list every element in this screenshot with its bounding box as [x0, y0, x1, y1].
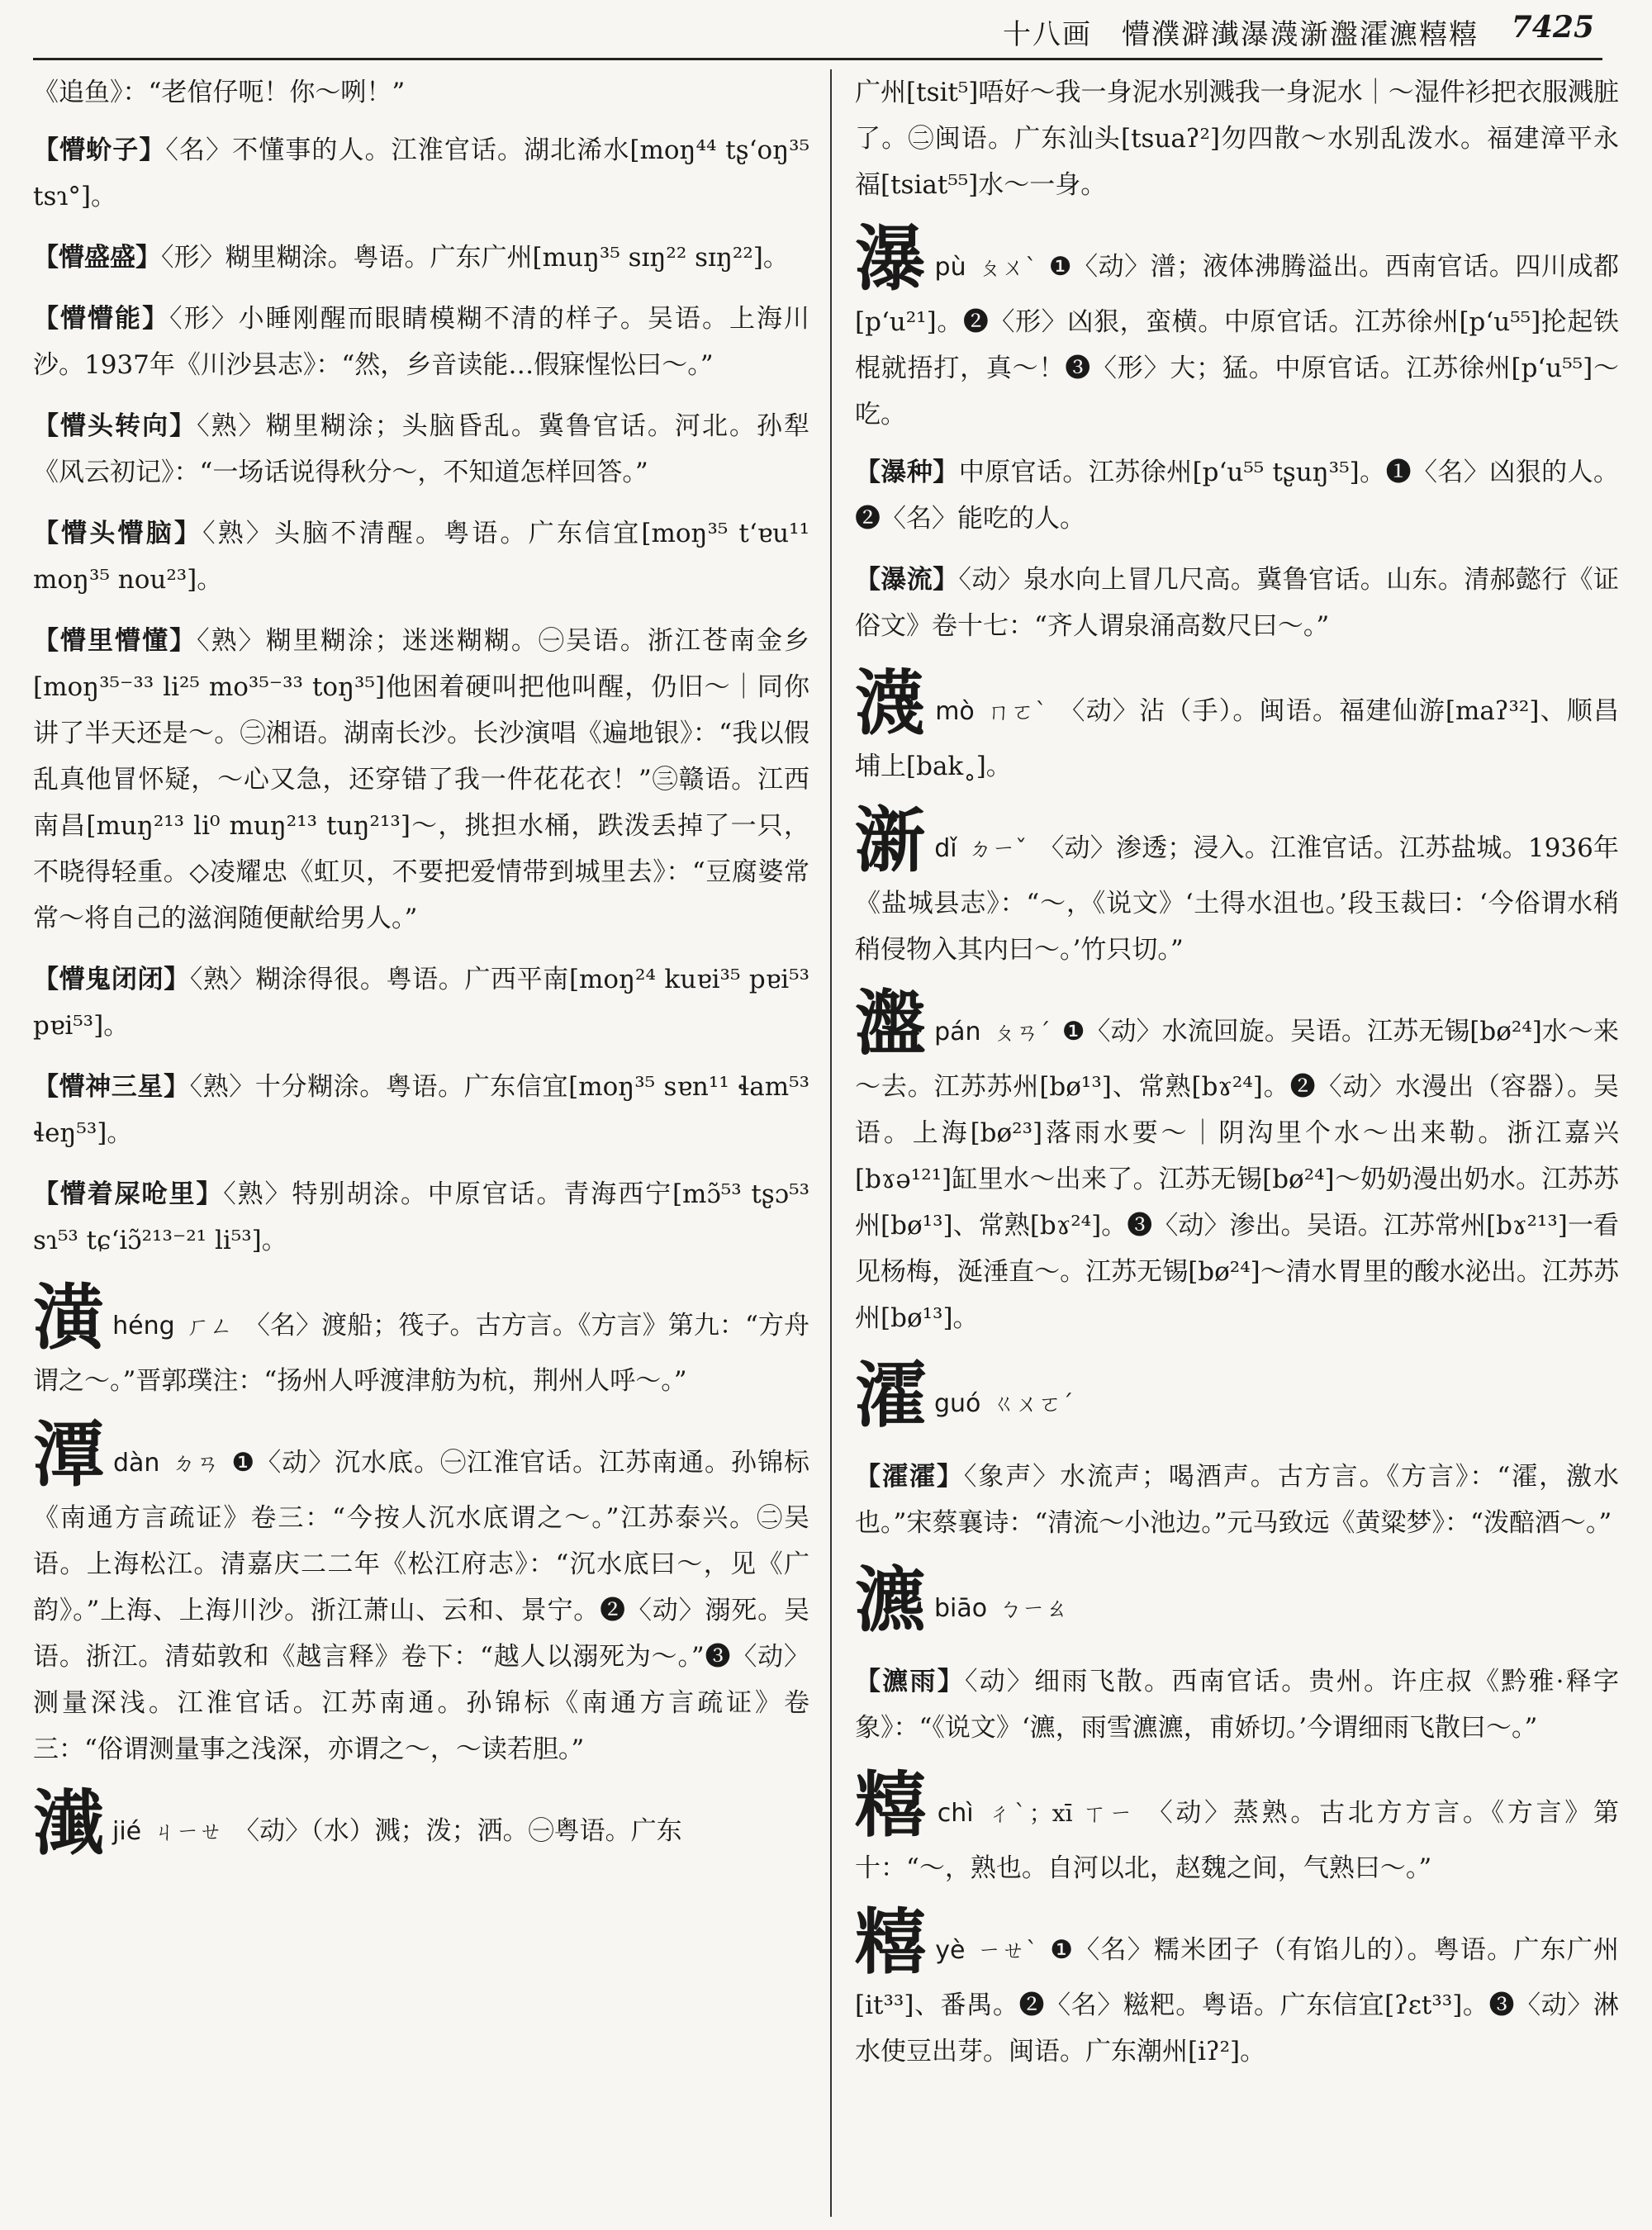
- entry-headword: 【懵鬼闭闭】: [33, 965, 190, 994]
- entry-definition: ❶〈动〉沉水底。㊀江淮官话。江苏南通。孙锦标《南通方言疏证》卷三：“今按人沉水底谓之～。”江苏泰兴。㊁吴语。上海松江。清嘉庆二二年《松江府志》：“沉水底曰～，见《广韵》。”上海、上海川沙。浙江萧山、云和、景宁。❷〈动〉溺死。吴语。浙江。清茹敦和《越言释》卷下：“越人以溺死为～。”❸〈动〉测量深浅。江淮官话。江苏南通。孙锦标《南通方言疏证》卷三：“俗谓测量事之浅深，亦谓之～，～读若胆。”: [33, 1448, 809, 1764]
- character-pinyin: mò: [935, 697, 975, 726]
- character-pinyin: dǐ: [934, 834, 957, 863]
- character-entry: [855, 1561, 1619, 1640]
- character-headword: 潢: [33, 1276, 105, 1359]
- character-headword: 瀎: [855, 662, 928, 745]
- character-entry: [855, 982, 1619, 1341]
- dictionary-entry: [33, 235, 809, 281]
- entry-definition: 〈动〉沾（手）。闽语。福建仙游[maʔ³²]、顺昌埔上[bak˳]。: [855, 696, 1619, 781]
- entry-headword: 【懵头懵脑】: [33, 519, 203, 548]
- continued-text: 广州[tsit⁵]唔好～我一身泥水别溅我一身泥水｜～湿件衫把衣服溅脏了。㊁闽语。广东汕头[tsuaʔ²]勿四散～水别乱泼水。福建漳平永福[tsiat⁵⁵]水～一身。: [855, 78, 1619, 200]
- entry-headword: 【懵盛盛】: [33, 243, 161, 273]
- character-zhuyin: ㄔˋ；xī ㄒㄧ: [985, 1800, 1136, 1827]
- entry-definition: 〈熟〉头脑不清醒。粤语。广东信宜[moŋ³⁵ t‘ɐu¹¹ moŋ³⁵ nou²³]。: [33, 519, 809, 595]
- entry-definition: 〈动〉细雨飞散。西南官话。贵州。许庄叔《黔雅·释字象》：“《说文》‘瀌，雨雪瀌瀌，甫娇切。’今谓细雨飞散曰～。”: [855, 1667, 1619, 1743]
- character-zhuyin: ㄇㄛˋ: [985, 698, 1048, 725]
- character-entry: [33, 1784, 809, 1863]
- entry-definition: 〈动〉渗透；浸入。江淮官话。江苏盐城。1936年《盐城县志》：“～，《说文》‘土得水沮也。’段玉裁曰：‘今俗谓水稍稍侵物入其内曰～。’竹只切。”: [855, 833, 1619, 965]
- character-headword: 澵: [855, 799, 927, 882]
- character-entry: [855, 664, 1619, 790]
- dictionary-entry: [33, 1171, 809, 1264]
- entry-definition: 〈熟〉糊里糊涂；迷迷糊糊。㊀吴语。浙江苍南金乡[moŋ³⁵⁻³³ li²⁵ mo³⁵⁻³³ toŋ³⁵]他困着硬叫把他叫醒，仍旧～｜同你讲了半天还是～。㊁湘语。湖南长沙。长沙演唱《遍地银》：“我以假乱真他冒怀疑，～心又急，还穿错了我一件花花衣！”㊂赣语。江西南昌[muŋ²¹³ li⁰ muŋ²¹³ tuŋ²¹³]～，挑担水桶，跌泼丢掉了一只，不晓得轻重。◇凌耀忠《虹贝，不要把爱情带到城里去》：“豆腐婆常常～将自己的滋润随便献给男人。”: [33, 626, 809, 933]
- dictionary-entry: [855, 1658, 1619, 1751]
- entry-headword: 【瀌雨】: [855, 1667, 965, 1696]
- page-header: [0, 0, 1652, 59]
- entry-headword: 【瀑流】: [855, 565, 959, 595]
- dictionary-entry: [855, 1454, 1619, 1546]
- character-entry: [33, 1413, 809, 1772]
- character-pinyin: chì: [937, 1799, 974, 1828]
- entry-headword: 【懵头转向】: [33, 411, 197, 441]
- entry-definition: 〈形〉小睡刚醒而眼睛模糊不清的样子。吴语。上海川沙。1937年《川沙县志》：“然，乡音读能…假寐惺忪曰～。”: [33, 304, 809, 380]
- column-divider: [830, 69, 832, 2217]
- character-zhuyin: ㄆㄢˊ: [992, 1018, 1051, 1046]
- entry-headword: 【懵蚧子】: [33, 135, 166, 165]
- character-headword: 潭: [33, 1413, 105, 1497]
- character-pinyin: yè: [935, 1936, 966, 1965]
- character-headword: 糦: [855, 1900, 928, 1984]
- character-zhuyin: ㄧㄝˋ: [976, 1937, 1039, 1964]
- entry-headword: 【懵神三星】: [33, 1072, 190, 1102]
- character-headword: 瀌: [855, 1559, 926, 1642]
- dictionary-entry: [855, 557, 1619, 649]
- character-pinyin: guó: [934, 1389, 981, 1418]
- header-title: 十八画 懵濮澼瀐瀑瀎澵瀊瀖瀌糦糦: [1003, 18, 1479, 51]
- character-pinyin: pù: [934, 253, 966, 282]
- character-zhuyin: ㄐㄧㄝ: [153, 1818, 223, 1845]
- dictionary-entry: [33, 403, 809, 496]
- entry-definition: 〈形〉糊里糊涂。粤语。广东广州[muŋ³⁵ sɪŋ²² sɪŋ²²]。: [161, 243, 789, 273]
- character-pinyin: biāo: [934, 1594, 988, 1623]
- character-entry: [855, 1900, 1619, 2075]
- character-pinyin: héng: [112, 1312, 175, 1340]
- character-headword: 糦: [855, 1763, 929, 1847]
- entry-headword: 【瀑种】: [855, 458, 959, 487]
- entry-definition: 〈动〉蒸熟。古北方方言。《方言》第十：“～，熟也。自河以北，赵魏之间，气熟曰～。”: [855, 1798, 1619, 1883]
- entry-headword: 【懵里懵懂】: [33, 626, 197, 656]
- entry-definition: 〈名〉不懂事的人。江淮官话。湖北浠水[moŋ⁴⁴ tʂ‘oŋ³⁵ tsɿ°]。: [33, 135, 809, 211]
- entry-definition: 中原官话。江苏徐州[p‘u⁵⁵ tʂuŋ³⁵]。❶〈名〉凶狠的人。❷〈名〉能吃的人。: [855, 458, 1619, 534]
- character-zhuyin: ㄉㄧˇ: [968, 835, 1028, 862]
- entry-headword: 【瀖瀖】: [855, 1462, 964, 1492]
- character-headword: 瀖: [855, 1354, 926, 1437]
- entry-definition: 〈熟〉糊涂得很。粤语。广西平南[moŋ²⁴ kuɐi³⁵ pɐi⁵³ pɐi⁵³]。: [33, 965, 809, 1041]
- dictionary-entry: [33, 956, 809, 1049]
- character-pinyin: jié: [112, 1817, 142, 1846]
- entry-definition: 〈熟〉十分糊涂。粤语。广东信宜[moŋ³⁵ sɐn¹¹ ɬam⁵³ ɬeŋ⁵³]。: [33, 1072, 809, 1148]
- entry-headword: 【懵着屎呛里】: [33, 1179, 224, 1209]
- character-entry: [855, 801, 1619, 973]
- entry-definition: 〈名〉渡船；筏子。古方言。《方言》第九：“方舟谓之～。”晋郭璞注：“扬州人呼渡津舫为杭，荆州人呼～。”: [33, 1311, 809, 1396]
- entry-definition: 〈熟〉特别胡涂。中原官话。青海西宁[mɔ̃⁵³ tʂɔ⁵³ sɿ⁵³ tɕ‘iɔ̃²¹³⁻²¹ li⁵³]。: [33, 1179, 809, 1255]
- entry-definition: ❶〈动〉潽；液体沸腾溢出。西南官话。四川成都[p‘u²¹]。❷〈形〉凶狠，蛮横。中原官话。江苏徐州[p‘u⁵⁵]抡起铁棍就捂打，真～！❸〈形〉大；猛。中原官话。江苏徐州[p‘u⁵⁵]～吃。: [855, 252, 1619, 429]
- character-entry: [855, 1763, 1619, 1891]
- character-entry: [855, 1356, 1619, 1435]
- dictionary-entry: [33, 510, 809, 603]
- dictionary-entry: [33, 1064, 809, 1156]
- entry-definition: 〈动〉泉水向上冒几尺高。冀鲁官话。山东。清郝懿行《证俗文》卷十七：“齐人谓泉涌高数尺曰～。”: [855, 565, 1619, 641]
- page-number: 7425: [1511, 10, 1594, 45]
- dictionary-entry: [33, 618, 809, 942]
- right-column: [855, 69, 1619, 2217]
- dictionary-entry: [33, 127, 809, 220]
- character-zhuyin: ㄅㄧㄠ: [999, 1595, 1069, 1622]
- entry-definition: ❶〈动〉水流回旋。吴语。江苏无锡[bø²⁴]水～来～去。江苏苏州[bø¹³]、常熟[bɤ²⁴]。❷〈动〉水漫出（容器）。吴语。上海[bø²³]落雨水要～｜阴沟里个水～出来勒。浙江嘉兴[bɤə¹²¹]缸里水～出来了。江苏无锡[bø²⁴]～奶奶漫出奶水。江苏苏州[bø¹³]、常熟[bɤ²⁴]。❸〈动〉渗出。吴语。江苏常州[bɤ²¹³]一看见杨梅，涎涶直～。江苏无锡[bø²⁴]～清水胃里的酸水泌出。江苏苏州[bø¹³]。: [855, 1017, 1619, 1333]
- character-entry: [855, 217, 1619, 438]
- character-headword: 瀑: [855, 217, 927, 301]
- entry-definition: 〈熟〉糊里糊涂；头脑昏乱。冀鲁官话。河北。孙犁《风云初记》：“一场话说得秋分～，不知道怎样回答。”: [33, 411, 809, 487]
- dictionary-entry: [855, 449, 1619, 542]
- character-pinyin: dàn: [113, 1449, 160, 1478]
- header-rule: [33, 58, 1602, 60]
- character-headword: 瀐: [33, 1782, 104, 1865]
- dictionary-entry: [33, 296, 809, 388]
- character-zhuyin: ㄉㄢ: [171, 1450, 221, 1477]
- entry-headword: 【懵懵能】: [33, 304, 170, 334]
- character-zhuyin: ㄆㄨˋ: [977, 254, 1037, 281]
- character-zhuyin: ㄏㄥ: [186, 1312, 233, 1340]
- character-zhuyin: ㄍㄨㄛˊ: [992, 1390, 1074, 1417]
- character-pinyin: pán: [934, 1018, 981, 1046]
- character-entry: [33, 1276, 809, 1404]
- left-column: [33, 69, 809, 2217]
- entry-definition: 〈动〉（水）溅；泼；洒。㊀粤语。广东: [234, 1816, 682, 1846]
- continued-text: 《追鱼》：“老倌仔呃！你～咧！”: [33, 78, 406, 107]
- entry-definition: ❶〈名〉糯米团子（有馅儿的）。粤语。广东广州[it³³]、番禺。❷〈名〉糍粑。粤语。广东信宜[ʔɛt³³]。❸〈动〉淋水使豆出芽。闽语。广东潮州[iʔ²]。: [855, 1935, 1619, 2066]
- entry-definition: 〈象声〉水流声；喝酒声。古方言。《方言》：“瀖，激水也。”宋蔡襄诗：“清流～小池边。”元马致远《黄粱梦》：“泼醅酒～。”: [855, 1462, 1619, 1538]
- character-headword: 瀊: [855, 982, 927, 1065]
